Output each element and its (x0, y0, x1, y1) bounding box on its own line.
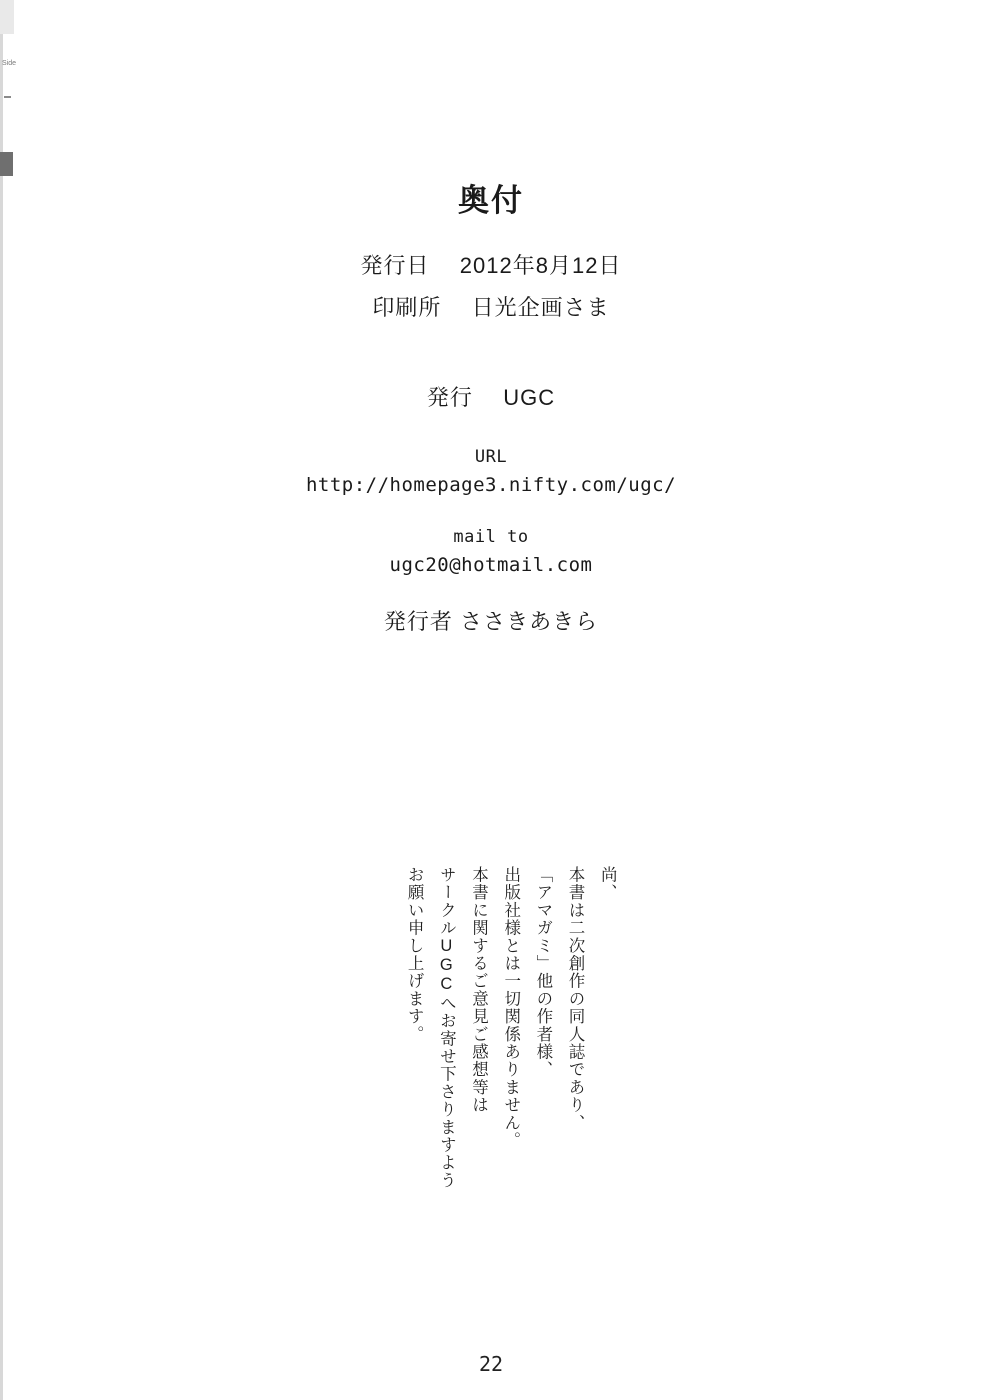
mail-value[interactable]: ugc20@hotmail.com (389, 553, 593, 576)
printer-value: 日光企画さま (471, 295, 610, 321)
author-value: ささきあきら (460, 609, 599, 635)
scan-edge-label: Side (2, 60, 17, 67)
author-label: 発行者 (383, 609, 453, 635)
scan-edge-artifact-mark (0, 152, 13, 176)
scan-edge-artifact-top (0, 0, 14, 34)
url-value[interactable]: http://homepage3.nifty.com/ugc/ (305, 473, 677, 496)
section-spacer (0, 503, 982, 525)
section-spacer (0, 583, 982, 605)
printer-row (0, 291, 982, 325)
publish-date-value: 2012年8月12日 (459, 253, 622, 279)
publisher-row (0, 381, 982, 415)
disclaimer-line: 本書に関するご意見ご感想等は (469, 866, 488, 1114)
disclaimer-line: 「アマガミ」他の作者様、 (533, 866, 552, 1079)
disclaimer-line: 出版社様とは一切関係ありません。 (501, 866, 520, 1150)
publisher-value: UGC (503, 385, 556, 411)
author-row (0, 605, 982, 636)
disclaimer-line: 尚、 (598, 866, 617, 902)
section-spacer (0, 333, 982, 381)
page-number: 22 (478, 1352, 504, 1376)
page-title: 奥付 (458, 183, 524, 218)
mail-label: mail to (453, 527, 529, 548)
printer-label: 印刷所 (372, 295, 442, 321)
colophon-section (0, 182, 982, 636)
disclaimer-line: 本書は二次創作の同人誌であり、 (566, 866, 585, 1132)
publish-date-label: 発行日 (360, 253, 430, 279)
publish-date-row (0, 249, 982, 283)
disclaimer-line: お願い申し上げます。 (405, 866, 424, 1043)
disclaimer-line: サークルUGCへお寄せ下さりますよう (437, 866, 456, 1190)
url-label: URL (474, 447, 508, 468)
scan-edge-artifact-tick (4, 96, 11, 98)
disclaimer-note (398, 866, 623, 1266)
section-spacer (0, 423, 982, 445)
publisher-label: 発行 (426, 385, 473, 411)
